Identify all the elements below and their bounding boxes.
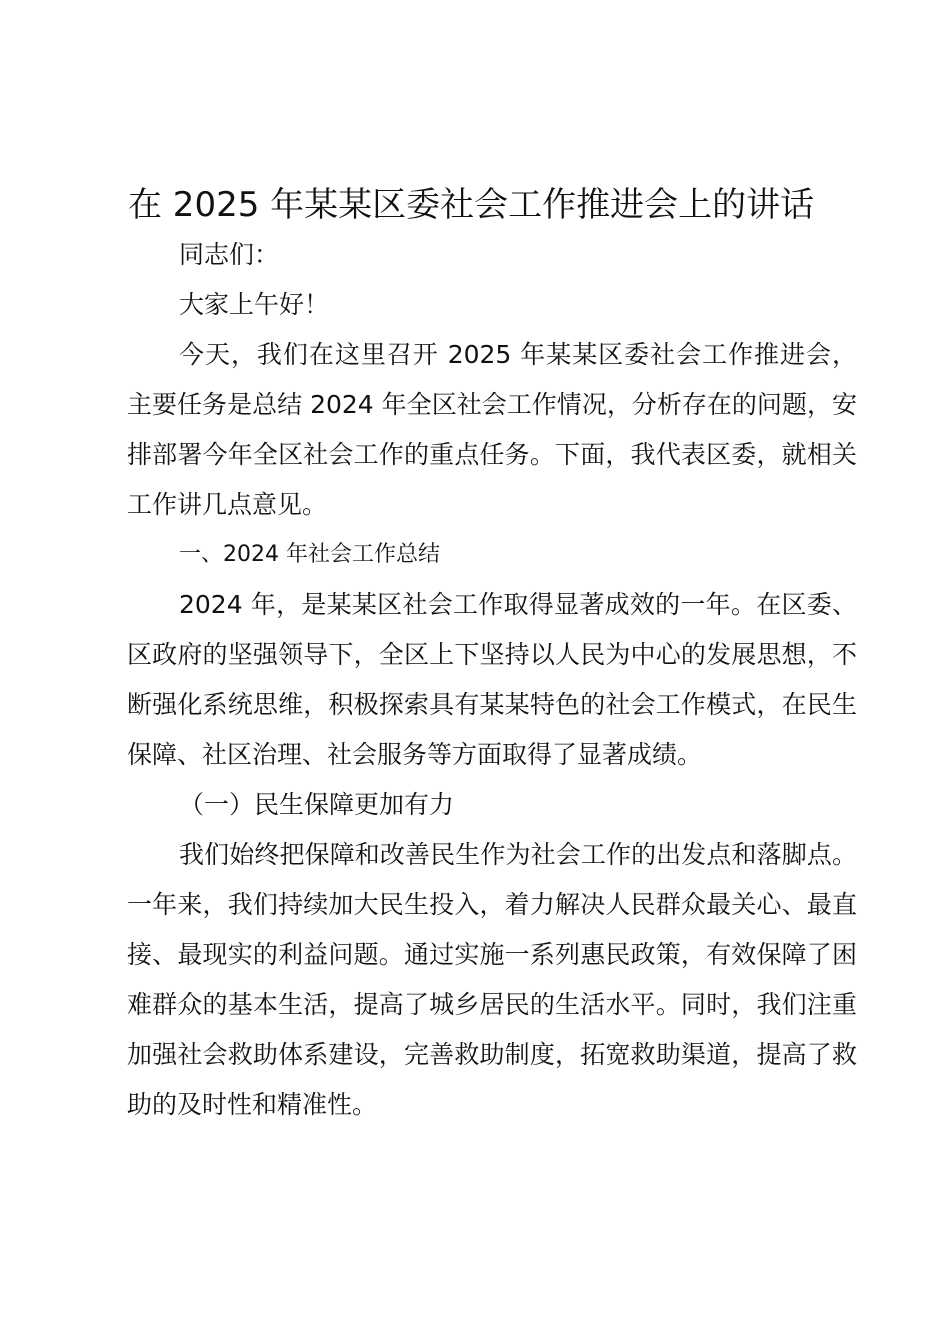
document-body [127,230,857,1130]
greeting: 大家上午好！ [179,290,330,319]
document-title: 在 2025 年某某区委社会工作推进会上的讲话 [128,185,815,225]
subsection-paragraph: 我们始终把保障和改善民生作为社会工作的出发点和落脚点。一年来，我们持续加大民生投入，着力解决人民群众最关心、最直接、最现实的利益问题。通过实施一系列惠民政策，有效保障了困难群众的基本生活，提高了城乡居民的生活水平。同时，我们注重加强社会救助体系建设，完善救助制度，拓宽救助渠道，提高了救助的及时性和精准性。 [127,840,857,1119]
intro-paragraph: 今天，我们在这里召开 2025 年某某区委社会工作推进会，主要任务是总结 2024 年全区社会工作情况，分析存在的问题，安排部署今年全区社会工作的重点任务。下面，我代表区委，就相关工作讲几点意见。 [127,340,857,519]
section-paragraph: 2024 年，是某某区社会工作取得显著成效的一年。在区委、区政府的坚强领导下，全区上下坚持以人民为中心的发展思想，不断强化系统思维，积极探索具有某某特色的社会工作模式，在民生保障、社区治理、社会服务等方面取得了显著成绩。 [127,590,857,769]
section-heading: 一、2024 年社会工作总结 [179,542,440,567]
salutation: 同志们： [179,240,280,269]
subsection-heading: （一）民生保障更加有力 [179,790,455,819]
